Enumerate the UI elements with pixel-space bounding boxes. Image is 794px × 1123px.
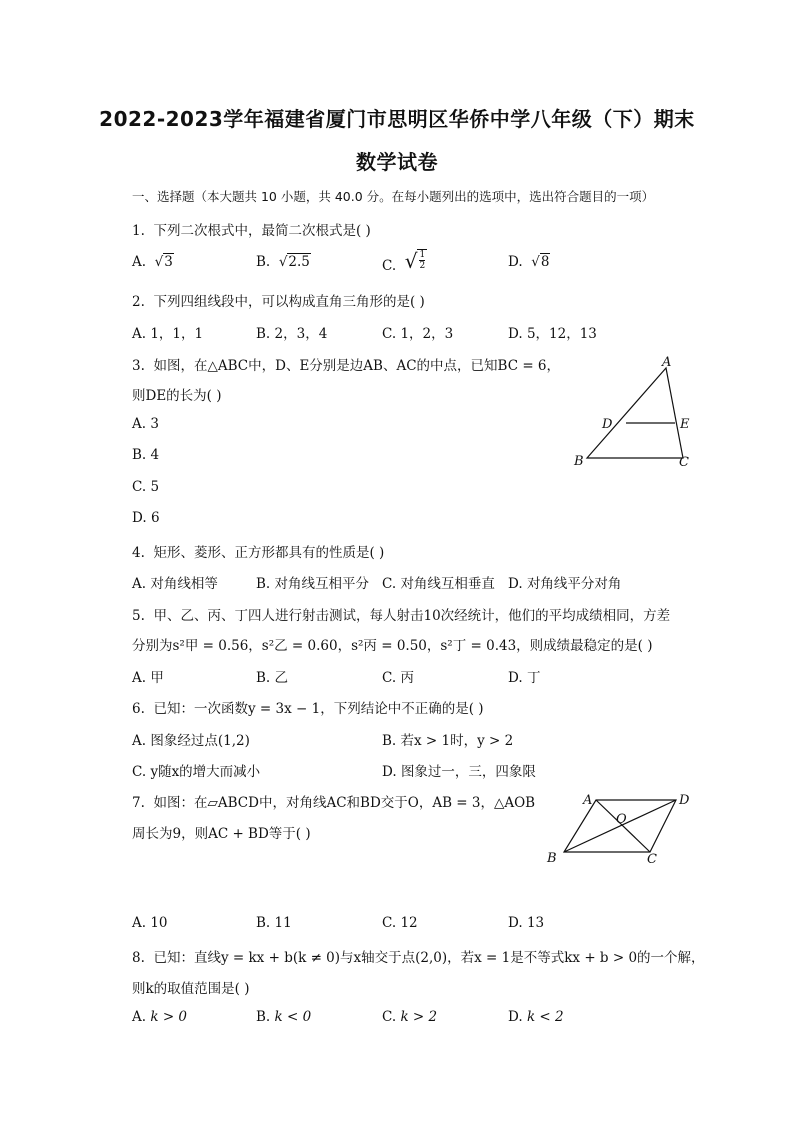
label-a: A (583, 793, 593, 808)
label-c: C (647, 852, 657, 867)
option-text: 图象经过点(1,2) (150, 733, 250, 749)
option-text: 4 (150, 447, 160, 463)
question-stem-line1: 如图，在△ABC中，D、E分别是边AB、AC的中点，已知BC = 6， (153, 358, 561, 374)
q7-option-d[interactable] (508, 915, 544, 931)
sqrt-expression: √2.5 (278, 254, 310, 270)
option-label: D. (508, 326, 523, 342)
option-label: A. (132, 576, 147, 592)
q5-option-a[interactable] (132, 666, 164, 686)
option-text: k < 0 (274, 1009, 312, 1025)
q6-option-b[interactable] (382, 729, 513, 749)
option-text: 1，2，3 (400, 326, 454, 342)
option-text: 12 (400, 915, 418, 931)
option-label: D. (508, 915, 523, 931)
label-a: A (662, 355, 672, 370)
option-label: A. (132, 254, 147, 270)
option-label: B. (382, 733, 397, 749)
option-label: C. (382, 326, 397, 342)
option-label: C. (132, 479, 147, 495)
option-label: D. (508, 1009, 523, 1025)
question-stem: 矩形、菱形、正方形都具有的性质是( ) (153, 545, 385, 561)
q1-option-a[interactable] (132, 254, 174, 270)
option-text: k > 2 (400, 1009, 438, 1025)
question-3-line2: 则DE的长为( ) (132, 388, 222, 404)
question-3 (132, 354, 560, 374)
option-label: B. (256, 915, 271, 931)
option-label: A. (132, 326, 147, 342)
option-label: B. (256, 326, 271, 342)
page-title-line2: 数学试卷 (356, 150, 438, 174)
option-text: 乙 (274, 670, 289, 686)
radicand: 3 (164, 254, 173, 270)
option-text: 3 (150, 416, 159, 432)
question-stem: 下列四组线段中，可以构成直角三角形的是( ) (153, 294, 425, 310)
option-text: 对角线互相平分 (274, 576, 370, 592)
label-b: B (547, 851, 557, 866)
q4-option-b[interactable] (256, 572, 369, 592)
option-text: 丁 (526, 670, 541, 686)
option-text: 5 (150, 479, 160, 495)
sqrt-expression: √8 (531, 254, 550, 270)
option-label: A. (132, 670, 147, 686)
question-5-line2: 分别为s²甲 = 0.56，s²乙 = 0.60，s²丙 = 0.50，s²丁 = 0.43，则成绩最稳定的是( ) (132, 638, 653, 654)
q6-option-c[interactable] (132, 760, 260, 780)
option-text: 2，3，4 (274, 326, 328, 342)
q5-option-b[interactable] (256, 666, 288, 686)
question-number: 2. (132, 294, 145, 310)
label-e: E (680, 417, 690, 432)
question-8 (132, 946, 705, 966)
label-c: C (679, 455, 689, 470)
question-number: 1. (132, 223, 145, 239)
option-label: C. (382, 257, 397, 274)
q3-option-d[interactable] (132, 510, 160, 526)
q3-option-a[interactable] (132, 416, 159, 432)
option-text: 图象过一，三，四象限 (400, 764, 536, 780)
option-text: 13 (526, 915, 545, 931)
q4-option-c[interactable] (382, 572, 495, 592)
q2-option-b[interactable] (256, 322, 327, 342)
option-label: D. (382, 764, 397, 780)
q1-option-c[interactable] (382, 247, 427, 274)
option-label: D. (508, 576, 523, 592)
option-text: y随x的增大而减小 (150, 764, 261, 780)
option-label: B. (256, 1009, 271, 1025)
fraction-numerator: 1 (419, 250, 426, 260)
q5-option-c[interactable] (382, 666, 414, 686)
option-label: B. (256, 670, 271, 686)
q8-option-a[interactable] (132, 1009, 187, 1025)
option-label: C. (382, 576, 397, 592)
radicand: 2.5 (288, 254, 310, 270)
option-text: 对角线相等 (150, 576, 218, 592)
question-number: 3. (132, 358, 145, 374)
question-4 (132, 541, 384, 561)
option-label: C. (382, 915, 397, 931)
section-heading: 一、选择题（本大题共 10 小题，共 40.0 分。在每小题列出的选项中，选出符合题目的一项） (132, 189, 655, 204)
option-text: 10 (150, 915, 168, 931)
label-o: O (616, 812, 627, 827)
option-label: A. (132, 1009, 147, 1025)
question-8-line2: 则k的取值范围是( ) (132, 981, 250, 997)
q3-option-c[interactable] (132, 479, 159, 495)
question-stem-line1: 已知：直线y = kx + b(k ≠ 0)与x轴交于点(2,0)，若x = 1是不等式kx + b > 0的一个解， (153, 950, 705, 966)
q7-option-b[interactable] (256, 915, 292, 931)
q8-option-d[interactable] (508, 1009, 564, 1025)
option-text: 甲 (150, 670, 164, 686)
option-text: 对角线平分对角 (526, 576, 622, 592)
page-title-line1: 2022-2023学年福建省厦门市思明区华侨中学八年级（下）期末 (99, 107, 695, 131)
q7-option-c[interactable] (382, 915, 418, 931)
question-stem-line1: 如图：在▱ABCD中，对角线AC和BD交于O，AB = 3，△AOB (153, 795, 536, 811)
question-7 (132, 791, 535, 811)
option-label: B. (256, 254, 271, 270)
option-label: C. (382, 1009, 397, 1025)
option-label: B. (256, 576, 271, 592)
q3-option-b[interactable] (132, 447, 159, 463)
option-label: D. (508, 254, 523, 270)
option-label: C. (382, 670, 397, 686)
option-label: A. (132, 915, 147, 931)
question-7-line2: 周长为9，则AC + BD等于( ) (132, 826, 311, 842)
q7-option-a[interactable] (132, 915, 168, 931)
label-d: D (679, 793, 690, 808)
triangle-figure (565, 350, 705, 475)
label-b: B (574, 454, 584, 469)
q4-option-d[interactable] (508, 572, 621, 592)
question-number: 4. (132, 545, 145, 561)
q8-option-b[interactable] (256, 1009, 311, 1025)
option-text: 5，12，13 (526, 326, 597, 342)
option-text: k < 2 (526, 1009, 564, 1025)
q1-option-d[interactable] (508, 254, 550, 270)
option-text: 11 (274, 915, 292, 931)
q8-option-c[interactable] (382, 1009, 437, 1025)
question-stem-line1: 甲、乙、丙、丁四人进行射击测试，每人射击10次经统计，他们的平均成绩相同，方差 (153, 608, 671, 624)
q6-option-d[interactable] (382, 760, 536, 780)
question-number: 5. (132, 608, 145, 624)
sqrt-fraction: √ $\frac{1}{2}$ (404, 249, 426, 273)
option-label: C. (132, 764, 147, 780)
parallelogram-figure (540, 786, 700, 876)
question-5 (132, 604, 670, 624)
q2-option-a[interactable] (132, 322, 203, 342)
question-stem: 下列二次根式中，最简二次根式是( ) (153, 223, 371, 239)
q5-option-d[interactable] (508, 666, 540, 686)
option-text: 若x > 1时，y > 2 (400, 733, 514, 749)
label-d: D (602, 417, 613, 432)
sqrt-expression: √3 (154, 254, 173, 270)
option-text: 对角线互相垂直 (400, 576, 495, 592)
radicand: 8 (540, 254, 550, 270)
fraction-denominator: 2 (419, 261, 426, 271)
option-text: 丙 (400, 670, 414, 686)
question-1 (132, 219, 371, 239)
q6-option-a[interactable] (132, 729, 250, 749)
question-stem: 已知：一次函数y = 3x − 1，下列结论中不正确的是( ) (153, 701, 484, 717)
triangle-abc (587, 368, 683, 458)
option-label: B. (132, 447, 147, 463)
option-text: k > 0 (150, 1009, 188, 1025)
question-number: 6. (132, 701, 145, 717)
option-text: 1，1，1 (150, 326, 204, 342)
q2-option-c[interactable] (382, 322, 453, 342)
question-number: 8. (132, 950, 145, 966)
option-text: 6 (150, 510, 160, 526)
option-label: A. (132, 416, 147, 432)
question-number: 7. (132, 795, 145, 811)
option-label: A. (132, 733, 147, 749)
question-6 (132, 697, 484, 717)
question-2 (132, 290, 425, 310)
q2-option-d[interactable] (508, 322, 597, 342)
q1-option-b[interactable] (256, 254, 311, 270)
q4-option-a[interactable] (132, 572, 218, 592)
option-label: D. (508, 670, 523, 686)
option-label: D. (132, 510, 147, 526)
